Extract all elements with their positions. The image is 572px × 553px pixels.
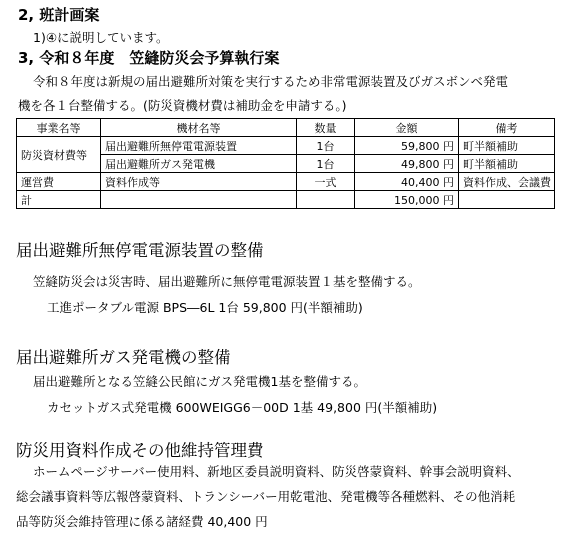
cell-total-label: 計 <box>17 191 101 209</box>
cell-remarks: 資料作成、会議費 <box>459 173 555 191</box>
header-project: 事業名等 <box>17 119 101 137</box>
header-quantity: 数量 <box>297 119 355 137</box>
header-amount: 金額 <box>355 119 459 137</box>
heading-plan: 2, 班計画案 <box>18 6 100 24</box>
ups-item: 工進ポータブル電源 BPS―6L 1台 59,800 円(半額補助) <box>47 300 363 315</box>
intro-line-2: 機を各１台整備する。(防災資機材費は補助金を申請する。) <box>18 98 347 113</box>
cell-empty <box>101 191 297 209</box>
table-row <box>17 137 555 155</box>
section-title-ups: 届出避難所無停電電源装置の整備 <box>16 241 264 260</box>
table-total-row <box>17 191 555 209</box>
plan-note: 1)④に説明しています。 <box>33 30 169 45</box>
cell-project: 防災資材費等 <box>17 137 101 173</box>
cell-amount: 40,400 円 <box>355 173 459 191</box>
cell-equipment: 届出避難所無停電電源装置 <box>101 137 297 155</box>
cell-remarks: 町半額補助 <box>459 155 555 173</box>
generator-desc: 届出避難所となる笠縫公民館にガス発電機1基を整備する。 <box>33 374 366 389</box>
maintenance-line-3: 品等防災会維持管理に係る諸経費 40,400 円 <box>16 514 268 529</box>
table-row <box>17 173 555 191</box>
cell-quantity: 1台 <box>297 155 355 173</box>
cell-amount: 59,800 円 <box>355 137 459 155</box>
cell-quantity: 一式 <box>297 173 355 191</box>
section-title-maintenance: 防災用資料作成その他維持管理費 <box>16 441 264 460</box>
ups-desc: 笠縫防災会は災害時、届出避難所に無停電電源装置１基を整備する。 <box>33 274 421 289</box>
cell-empty <box>459 191 555 209</box>
maintenance-line-2: 総会議事資料等広報啓蒙資料、トランシーバー用乾電池、発電機等各種燃料、その他消耗 <box>16 489 516 504</box>
table-header-row <box>17 119 555 137</box>
cell-total-amount: 150,000 円 <box>355 191 459 209</box>
heading-budget: 3, 令和８年度 笠縫防災会予算執行案 <box>18 49 280 67</box>
budget-table <box>16 118 555 209</box>
cell-quantity: 1台 <box>297 137 355 155</box>
header-remarks: 備考 <box>459 119 555 137</box>
cell-amount: 49,800 円 <box>355 155 459 173</box>
cell-empty <box>297 191 355 209</box>
generator-item: カセットガス式発電機 600WEIGG6－00D 1基 49,800 円(半額補助) <box>47 400 438 415</box>
section-title-generator: 届出避難所ガス発電機の整備 <box>16 348 231 367</box>
cell-remarks: 町半額補助 <box>459 137 555 155</box>
maintenance-line-1: ホームページサーバー使用料、新地区委員説明資料、防災啓蒙資料、幹事会説明資料、 <box>33 464 520 479</box>
cell-project: 運営費 <box>17 173 101 191</box>
intro-line-1: 令和８年度は新規の届出避難所対策を実行するため非常電源装置及びガスボンベ発電 <box>33 74 509 89</box>
cell-equipment: 資料作成等 <box>101 173 297 191</box>
cell-equipment: 届出避難所ガス発電機 <box>101 155 297 173</box>
header-equipment: 機材名等 <box>101 119 297 137</box>
